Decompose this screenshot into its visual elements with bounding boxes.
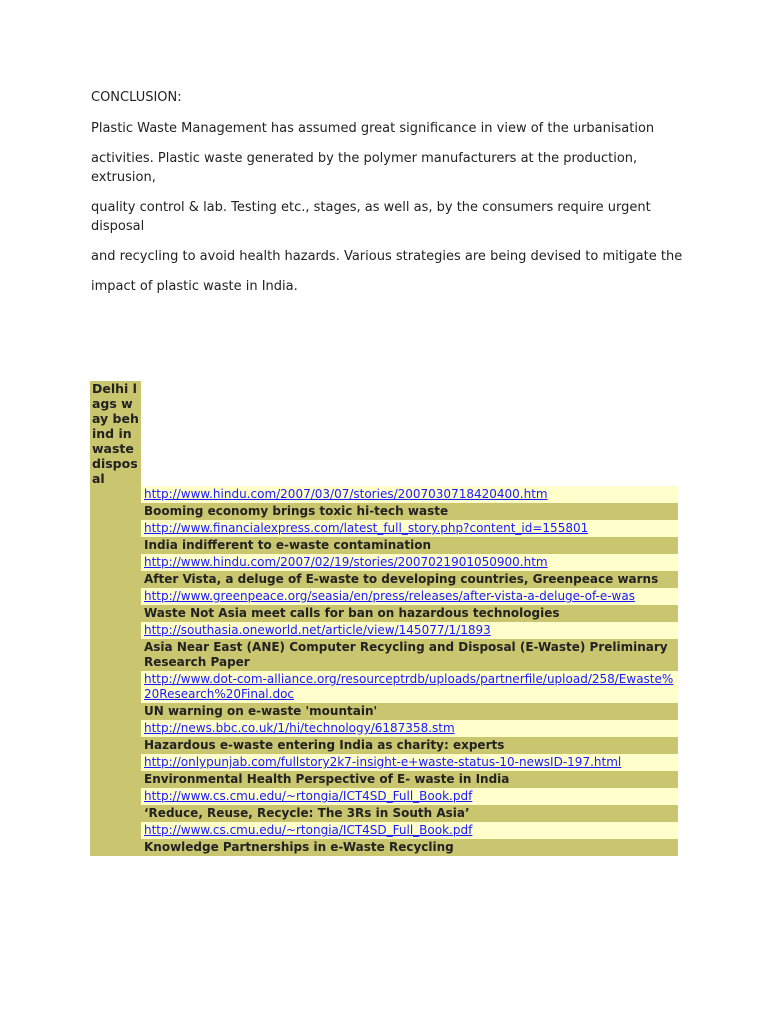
article-link[interactable]: http://www.cs.cmu.edu/~rtongia/ICT4SD_Full_Book.pdf	[144, 789, 473, 803]
conclusion-paragraph: activities. Plastic waste generated by the polymer manufacturers at the production, extrusion,	[91, 151, 638, 185]
article-title-cell: After Vista, a deluge of E-waste to developing countries, Greenpeace warns	[141, 571, 678, 588]
table-row	[90, 822, 678, 839]
link-cell	[141, 486, 678, 503]
conclusion-paragraph: quality control & lab. Testing etc., stages, as well as, by the consumers require urgent disposal	[91, 200, 651, 234]
link-cell	[141, 520, 678, 537]
table-left-cell	[90, 571, 141, 588]
table-row	[90, 571, 678, 588]
table-row	[90, 805, 678, 822]
table-row	[90, 703, 678, 720]
table-row	[90, 771, 678, 788]
link-cell	[141, 720, 678, 737]
table-row	[90, 605, 678, 622]
link-cell	[141, 671, 678, 703]
article-link[interactable]: http://www.financialexpress.com/latest_full_story.php?content_id=155801	[144, 521, 589, 535]
conclusion-paragraph: Plastic Waste Management has assumed great significance in view of the urbanisation	[91, 121, 655, 136]
table-header-cell: Delhi lags way behind in waste disposal	[90, 381, 141, 486]
table-row	[90, 639, 678, 671]
table-left-cell	[90, 822, 141, 839]
article-title-cell: Hazardous e-waste entering India as charity: experts	[141, 737, 678, 754]
table-header-blank	[141, 381, 678, 486]
article-link[interactable]: http://southasia.oneworld.net/article/view/145077/1/1893	[144, 623, 491, 637]
article-title-cell: ‘Reduce, Reuse, Recycle: The 3Rs in South Asia’	[141, 805, 678, 822]
table-row	[90, 671, 678, 703]
link-cell	[141, 788, 678, 805]
article-title-cell: Waste Not Asia meet calls for ban on hazardous technologies	[141, 605, 678, 622]
conclusion-section	[91, 90, 691, 307]
table-left-cell	[90, 720, 141, 737]
link-cell	[141, 622, 678, 639]
article-link[interactable]: http://onlypunjab.com/fullstory2k7-insight-e+waste-status-10-newsID-197.html	[144, 755, 622, 769]
table-row	[90, 622, 678, 639]
article-link[interactable]: http://www.hindu.com/2007/02/19/stories/2007021901050900.htm	[144, 555, 548, 569]
table-left-cell	[90, 486, 141, 503]
table-row	[90, 537, 678, 554]
ewaste-links-table	[90, 381, 678, 856]
table-left-cell	[90, 671, 141, 703]
table-row	[90, 520, 678, 537]
table-left-cell	[90, 737, 141, 754]
table-left-cell	[90, 520, 141, 537]
article-title-cell: Environmental Health Perspective of E- waste in India	[141, 771, 678, 788]
table-left-cell	[90, 788, 141, 805]
table-left-cell	[90, 554, 141, 571]
link-cell	[141, 588, 678, 605]
conclusion-heading: CONCLUSION:	[91, 90, 182, 105]
link-cell	[141, 754, 678, 771]
table-left-cell	[90, 703, 141, 720]
article-link[interactable]: http://www.cs.cmu.edu/~rtongia/ICT4SD_Full_Book.pdf	[144, 823, 473, 837]
table-row	[90, 720, 678, 737]
article-title-cell: Booming economy brings toxic hi-tech waste	[141, 503, 678, 520]
article-link[interactable]: http://www.greenpeace.org/seasia/en/press/releases/after-vista-a-deluge-of-e-was	[144, 589, 635, 603]
article-title-cell: UN warning on e-waste 'mountain'	[141, 703, 678, 720]
link-cell	[141, 554, 678, 571]
table-row	[90, 788, 678, 805]
table-left-cell	[90, 622, 141, 639]
article-link[interactable]: http://www.hindu.com/2007/03/07/stories/2007030718420400.htm	[144, 487, 548, 501]
table-left-cell	[90, 639, 141, 671]
table-left-cell	[90, 754, 141, 771]
table-left-cell	[90, 588, 141, 605]
table-row	[90, 737, 678, 754]
conclusion-paragraph: and recycling to avoid health hazards. Various strategies are being devised to mitigate the	[91, 249, 683, 264]
conclusion-paragraph: impact of plastic waste in India.	[91, 279, 298, 294]
table-row	[90, 486, 678, 503]
table-row	[90, 754, 678, 771]
table-left-cell	[90, 537, 141, 554]
table-row	[90, 588, 678, 605]
table-left-cell	[90, 771, 141, 788]
table-row	[90, 554, 678, 571]
article-title-cell: India indifferent to e-waste contamination	[141, 537, 678, 554]
table-row	[90, 839, 678, 856]
table-left-cell	[90, 605, 141, 622]
table-row	[90, 503, 678, 520]
table-left-cell	[90, 503, 141, 520]
link-cell	[141, 822, 678, 839]
article-link[interactable]: http://www.dot-com-alliance.org/resourceptrdb/uploads/partnerfile/upload/258/Ewaste%20Research%20Final.doc	[144, 672, 674, 701]
table-left-cell	[90, 805, 141, 822]
table-left-cell	[90, 839, 141, 856]
article-title-cell: Asia Near East (ANE) Computer Recycling and Disposal (E-Waste) Preliminary Research Paper	[141, 639, 678, 671]
table-header-row	[90, 381, 678, 486]
article-link[interactable]: http://news.bbc.co.uk/1/hi/technology/6187358.stm	[144, 721, 455, 735]
article-title-cell: Knowledge Partnerships in e-Waste Recycling	[141, 839, 678, 856]
